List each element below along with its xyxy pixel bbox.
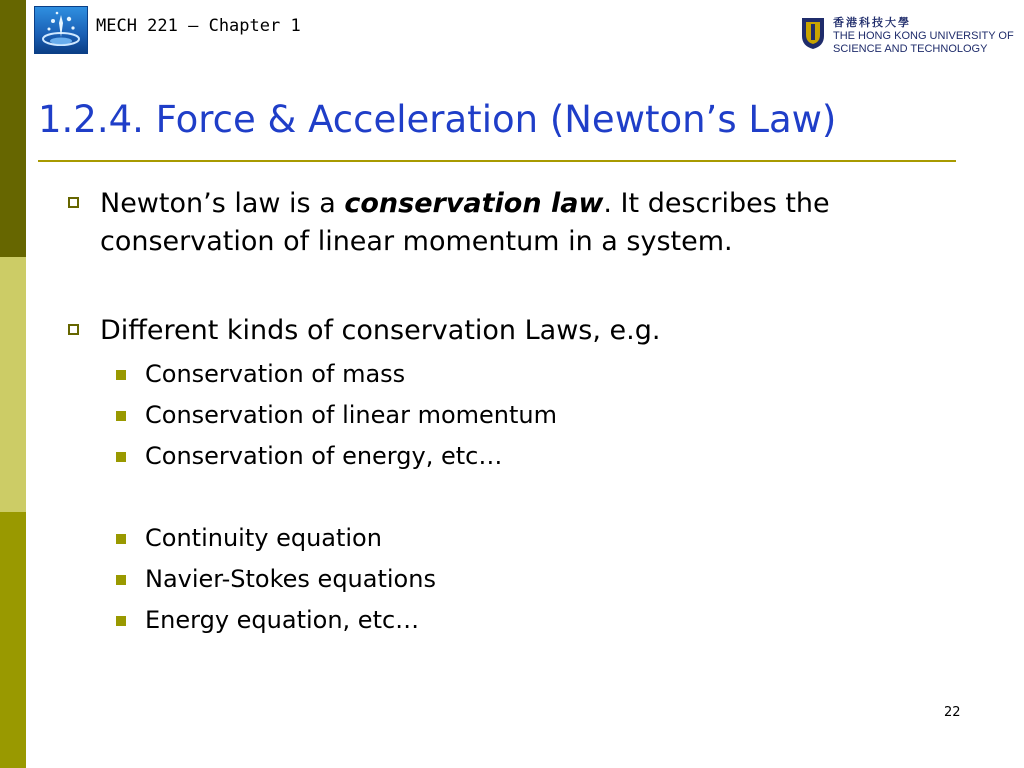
filled-square-bullet-icon <box>116 575 126 585</box>
bullet-text-prefix: Newton’s law is a <box>100 188 345 219</box>
filled-square-bullet-icon <box>116 370 126 380</box>
sub-bullet <box>116 564 436 594</box>
bullet-text-suffix: . It describes the conservation of linear momentum in a system. <box>100 188 830 257</box>
bullet-text: Different kinds of conservation Laws, e.g. <box>100 315 661 346</box>
sub-bullet-text: Conservation of linear momentum <box>145 401 557 429</box>
bullet-conservation-laws <box>68 312 958 350</box>
sub-bullet <box>116 523 382 553</box>
title-divider <box>38 160 956 162</box>
course-header: MECH 221 – Chapter 1 <box>96 16 301 36</box>
university-logo <box>800 14 1014 58</box>
sub-bullet <box>116 605 419 635</box>
bullet-newtons-law <box>68 185 958 261</box>
water-splash-logo-icon <box>34 6 88 54</box>
sidebar-band-bottom <box>0 512 26 768</box>
university-name-line2: SCIENCE AND TECHNOLOGY <box>833 43 988 55</box>
filled-square-bullet-icon <box>116 616 126 626</box>
sub-bullet <box>116 441 502 471</box>
bullet-text <box>100 185 958 261</box>
sub-bullet-text: Continuity equation <box>145 524 382 552</box>
page-number: 22 <box>944 705 961 720</box>
sidebar-band-top <box>0 0 26 257</box>
sub-bullet-text: Conservation of mass <box>145 360 406 388</box>
sub-bullet-text: Navier-Stokes equations <box>145 565 436 593</box>
emphasized-term: conservation law <box>344 188 604 219</box>
hollow-square-bullet-icon <box>68 324 79 335</box>
slide-title: 1.2.4. Force & Acceleration (Newton’s Law) <box>38 98 837 141</box>
filled-square-bullet-icon <box>116 534 126 544</box>
filled-square-bullet-icon <box>116 411 126 421</box>
sub-bullet <box>116 400 557 430</box>
sidebar-band-middle <box>0 257 26 512</box>
hkust-crest-icon <box>800 16 826 50</box>
sub-bullet-text: Energy equation, etc… <box>145 606 420 634</box>
filled-square-bullet-icon <box>116 452 126 462</box>
sub-bullet-text: Conservation of energy, etc… <box>145 442 503 470</box>
hollow-square-bullet-icon <box>68 197 79 208</box>
university-name-line1: THE HONG KONG UNIVERSITY OF <box>833 30 1014 42</box>
university-chinese-name: 香港科技大學 <box>833 16 911 29</box>
sub-bullet <box>116 359 405 389</box>
